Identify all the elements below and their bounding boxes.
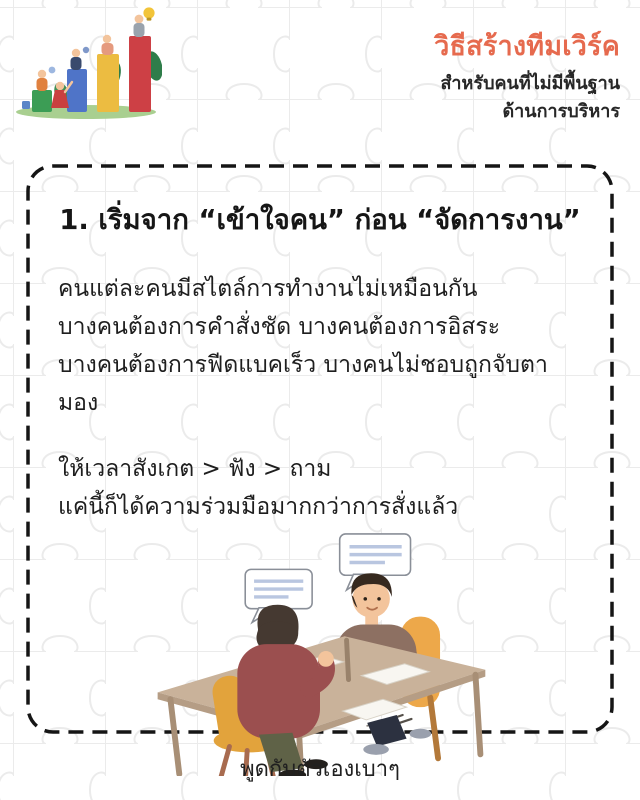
body-line: แค่นี้ก็ได้ความร่วมมือมากกว่าการสั่งแล้ว (58, 494, 459, 520)
person-right-legs (363, 715, 431, 755)
paragraph-1 (58, 270, 582, 422)
bar-chart-bars (32, 36, 151, 112)
card-title: 1. เริ่มจาก “เข้าใจคน” ก่อน “จัดการงาน” (59, 204, 581, 236)
body-line: บางคนต้องการคำสั่งชัด บางคนต้องการอิสระ (58, 314, 501, 340)
paragraph-2 (58, 450, 582, 526)
footer-caption: พูดกับตัวเองเบาๆ (240, 757, 400, 782)
card-content (26, 164, 614, 734)
page-subtitle (434, 70, 620, 126)
header-text-block (434, 30, 620, 126)
subtitle-line-2: ด้านการบริหาร (502, 100, 620, 122)
body-line: คนแต่ละคนมีสไตล์การทำงานไม่เหมือนกัน (58, 276, 478, 302)
body-line: บางคนต้องการฟีดแบคเร็ว บางคนไม่ชอบถูกจับตามอง (58, 352, 548, 416)
content-card (26, 164, 614, 734)
conversation-at-table-illustration (142, 530, 498, 776)
growth-bars-illustration (10, 4, 162, 122)
page-title: วิธีสร้างทีมเวิร์ค (434, 31, 620, 62)
body-line: ให้เวลาสังเกต > ฟัง > ถาม (58, 456, 332, 482)
lightbulb-icon (143, 7, 154, 18)
subtitle-line-1: สำหรับคนที่ไม่มีพื้นฐาน (440, 72, 620, 94)
